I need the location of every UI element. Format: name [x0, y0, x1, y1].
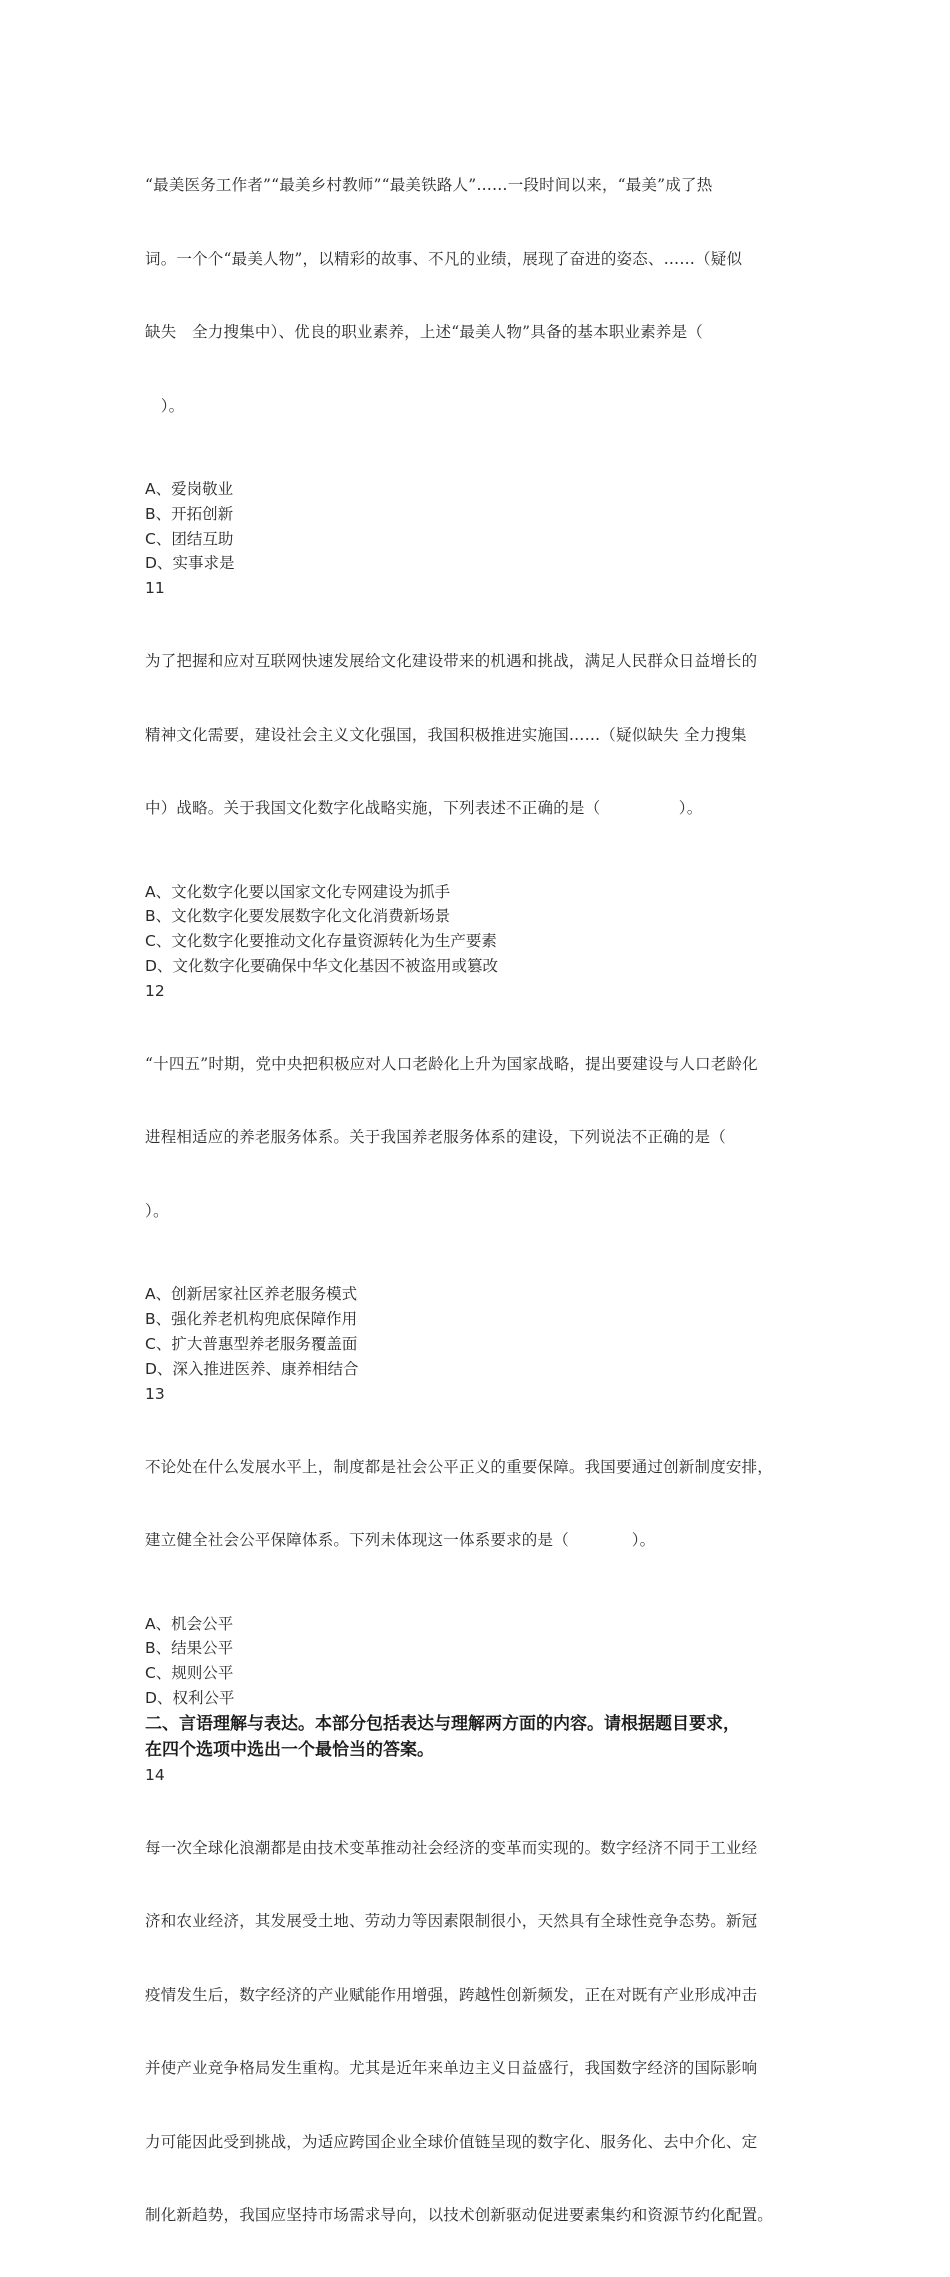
q10-option-c — [145, 527, 815, 552]
q12-stem — [145, 1003, 815, 1273]
q11-options — [145, 880, 815, 979]
q11-option-c — [145, 929, 815, 954]
q13-options — [145, 1612, 815, 1711]
q12-stem-line: 进程相适应的养老服务体系。关于我国养老服务体系的建设，下列说法不正确的是（ — [145, 1128, 726, 1147]
option-letter: B、 — [145, 1310, 172, 1329]
q12-option-d — [145, 1357, 815, 1382]
q13-option-d — [145, 1686, 815, 1711]
option-text: 权利公平 — [172, 1688, 235, 1707]
section-heading-line: 二、言语理解与表达。本部分包括表达与理解两方面的内容。请根据题目要求， — [145, 1713, 740, 1734]
q14-stem-line: 每一次全球化浪潮都是由技术变革推动社会经济的变革而实现的。数字经济不同于工业经 — [145, 1838, 758, 1857]
option-letter: C、 — [145, 1664, 172, 1683]
option-letter: A、 — [145, 480, 172, 498]
option-letter: B、 — [145, 907, 172, 926]
q11-stem-line: 为了把握和应对互联网快速发展给文化建设带来的机遇和挑战，满足人民群众日益增长的 — [145, 652, 758, 671]
q13-stem-line: 不论处在什么发展水平上，制度都是社会公平正义的重要保障。我国要通过创新制度安排， — [145, 1457, 774, 1476]
option-letter: D、 — [145, 957, 173, 976]
option-letter: C、 — [145, 529, 172, 548]
q11-number: 11 — [145, 579, 165, 598]
option-letter: A、 — [145, 882, 172, 901]
section-2-heading — [145, 1711, 815, 1763]
option-text: 规则公平 — [171, 1664, 234, 1683]
option-text: 机会公平 — [171, 1614, 234, 1633]
q12-option-b — [145, 1307, 815, 1332]
q14-stem-line: 制化新趋势，我国应坚持市场需求导向，以技术创新驱动促进要素集约和资源节约化配置。 — [145, 2206, 774, 2225]
option-letter: D、 — [145, 554, 173, 573]
q14-stem-line: 疫情发生后，数字经济的产业赋能作用增强，跨越性创新频发，正在对既有产业形成冲击 — [145, 1985, 758, 2004]
q11-option-b — [145, 904, 815, 929]
q13-option-a — [145, 1612, 815, 1637]
q13-option-b — [145, 1636, 815, 1661]
q10-stem-line: 缺失 全力搜集中）、优良的职业素养，上述“最美人物”具备的基本职业素养是（ — [145, 323, 704, 341]
q13-stem — [145, 1406, 815, 1602]
option-text: 开拓创新 — [171, 504, 234, 523]
option-letter: B、 — [145, 1639, 172, 1658]
option-text: 爱岗敬业 — [171, 480, 234, 498]
q11-stem — [145, 600, 815, 870]
option-text: 实事求是 — [172, 554, 235, 573]
option-text: 文化数字化要确保中华文化基因不被盗用或篡改 — [172, 957, 498, 976]
option-letter: D、 — [145, 1359, 173, 1378]
option-text: 文化数字化要发展数字化文化消费新场景 — [171, 907, 451, 926]
q14-stem-line: 济和农业经济，其发展受土地、劳动力等因素限制很小，天然具有全球性竞争态势。新冠 — [145, 1912, 758, 1931]
section-heading-line: 在四个选项中选出一个最恰当的答案。 — [145, 1739, 434, 1760]
q10-option-d — [145, 551, 815, 576]
option-letter: A、 — [145, 1614, 172, 1633]
q12-number: 12 — [145, 981, 165, 1000]
q12-option-a — [145, 1282, 815, 1307]
option-letter: C、 — [145, 932, 172, 951]
q14-stem-line: 力可能因此受到挑战，为适应跨国企业全球价值链呈现的数字化、服务化、去中介化、定 — [145, 2132, 758, 2151]
q10-options — [145, 477, 815, 576]
option-text: 团结互助 — [171, 529, 234, 548]
q11-option-d — [145, 954, 815, 979]
q12-stem-line: ）。 — [145, 1201, 169, 1220]
q10-option-a — [145, 477, 815, 502]
q10-stem-line: 词。一个个“最美人物”，以精彩的故事、不凡的业绩，展现了奋进的姿态、……（疑似 — [145, 249, 743, 268]
q11-option-a — [145, 880, 815, 905]
q10-stem — [145, 124, 815, 467]
option-text: 文化数字化要以国家文化专网建设为抓手 — [171, 882, 451, 901]
option-text: 创新居家社区养老服务模式 — [171, 1285, 358, 1304]
q10-stem-line: “最美医务工作者”“最美乡村教师”“最美铁路人”……一段时间以来，“最美”成了热 — [145, 176, 713, 194]
q14-stem-line: 并使产业竞争格局发生重构。尤其是近年来单边主义日益盛行，我国数字经济的国际影响 — [145, 2059, 758, 2078]
q10-option-b — [145, 502, 815, 527]
q12-stem-line: “十四五”时期，党中央把积极应对人口老龄化上升为国家战略，提出要建设与人口老龄化 — [145, 1054, 758, 1073]
option-text: 深入推进医养、康养相结合 — [172, 1359, 359, 1378]
q12-option-c — [145, 1332, 815, 1357]
option-text: 文化数字化要推动文化存量资源转化为生产要素 — [171, 932, 497, 951]
q11-stem-line: 精神文化需要，建设社会主义文化强国，我国积极推进实施国……（疑似缺失 全力搜集 — [145, 725, 747, 744]
option-letter: C、 — [145, 1334, 172, 1353]
option-text: 结果公平 — [171, 1639, 234, 1658]
q14-stem — [145, 1787, 815, 2277]
option-letter: B、 — [145, 504, 172, 523]
option-letter: A、 — [145, 1285, 172, 1304]
option-text: 强化养老机构兜底保障作用 — [171, 1310, 358, 1329]
q11-stem-line: 中）战略。关于我国文化数字化战略实施，下列表述不正确的是（ ）。 — [145, 799, 703, 818]
q12-options — [145, 1282, 815, 1381]
q13-option-c — [145, 1661, 815, 1686]
option-text: 扩大普惠型养老服务覆盖面 — [171, 1334, 358, 1353]
q13-stem-line: 建立健全社会公平保障体系。下列未体现这一体系要求的是（ ）。 — [145, 1531, 656, 1550]
q13-number: 13 — [145, 1384, 165, 1403]
document-page — [145, 124, 815, 2277]
q10-stem-line: ）。 — [145, 396, 185, 415]
q14-number: 14 — [145, 1765, 165, 1784]
option-letter: D、 — [145, 1688, 173, 1707]
